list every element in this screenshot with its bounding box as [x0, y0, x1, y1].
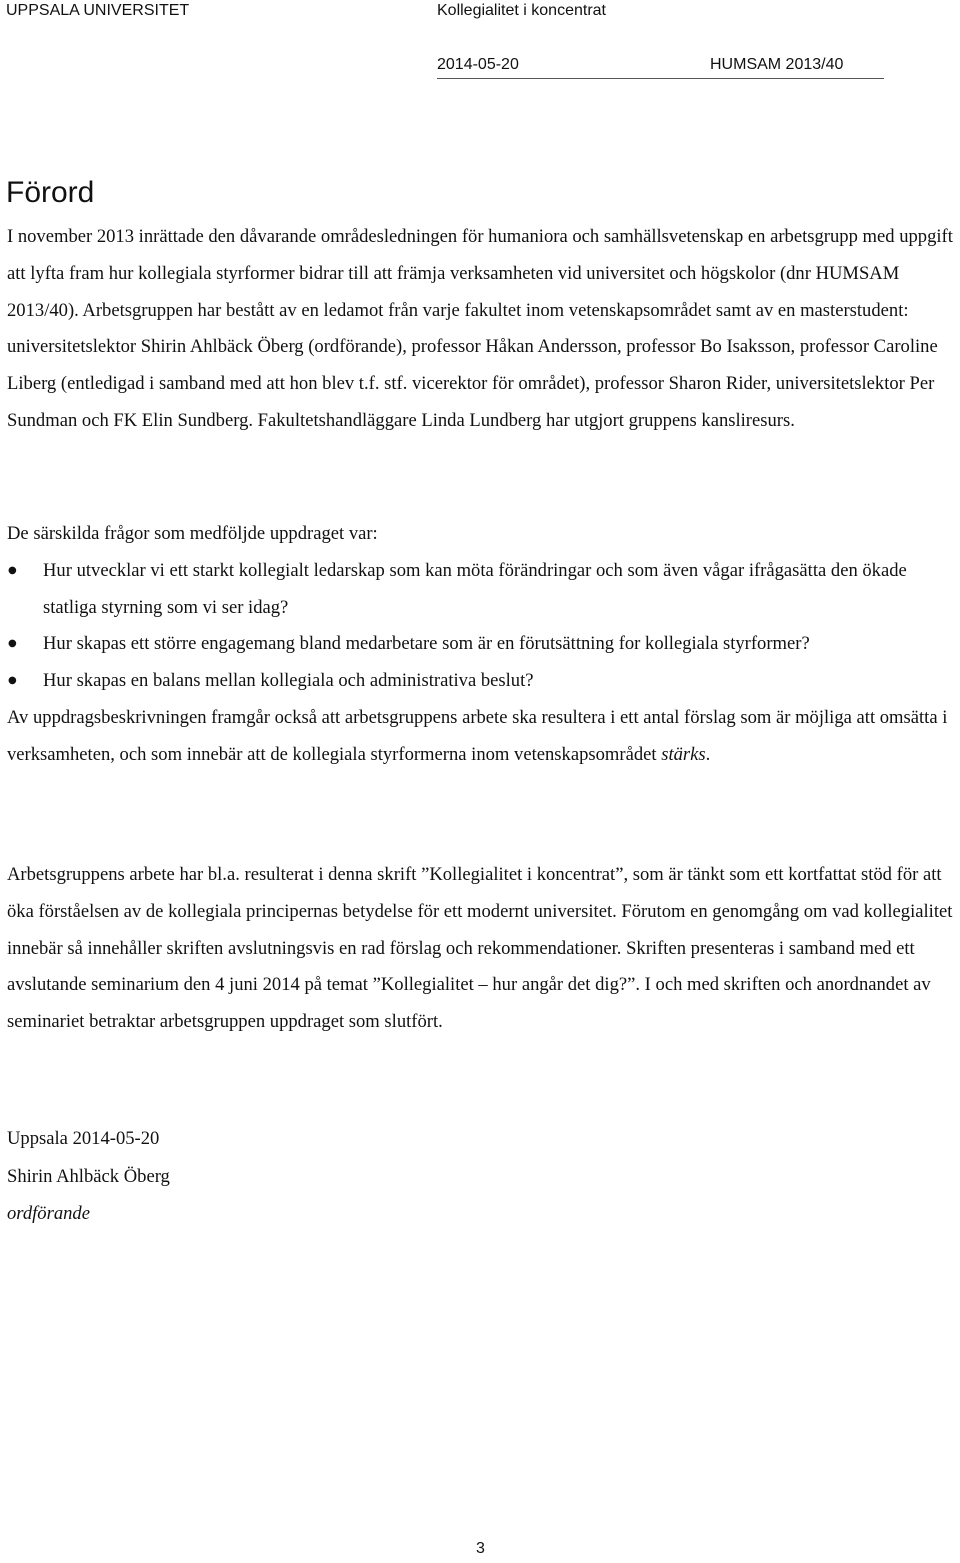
header-date: 2014-05-20	[437, 56, 519, 73]
signature-block	[7, 1120, 170, 1233]
header-university: UPPSALA UNIVERSITET	[6, 2, 190, 19]
mission-paragraph	[7, 700, 957, 774]
signature-place-date: Uppsala 2014-05-20	[7, 1128, 160, 1149]
list-item	[7, 663, 957, 700]
mission-text: Av uppdragsbeskrivningen framgår också att arbetsgruppens arbete ska resultera i ett antal förslag som är möjliga att omsätta i verksamheten, och som innebär att de kollegiala styrformerna inom vetenskapsområdet	[7, 706, 948, 765]
header-rule	[437, 78, 884, 79]
page-number: 3	[476, 1540, 485, 1557]
header-doc-title: Kollegialitet i koncentrat	[437, 2, 606, 19]
intro-paragraph	[7, 219, 957, 440]
header-reference: HUMSAM 2013/40	[710, 56, 844, 73]
question-text: Hur utvecklar vi ett starkt kollegialt ledarskap som kan möta förändringar och som även vågar ifrågasätta den ökade statliga styrning som vi ser idag?	[43, 559, 907, 618]
questions-intro: De särskilda frågor som medföljde uppdraget var:	[7, 523, 378, 544]
result-paragraph	[7, 857, 957, 1041]
intro-text: I november 2013 inrättade den dåvarande områdesledningen för humaniora och samhällsvetenskap en arbetsgrupp med uppgift att lyfta fram hur kollegiala styrformer bidrar till att främja verksamheten vid universitet och högskolor (dnr HUMSAM 2013/40). Arbetsgruppen har bestått av en ledamot från varje fakultet inom vetenskapsområdet samt av en masterstudent: universitetslektor Shirin Ahlbäck Öberg (ordförande), professor Håkan Andersson, professor Bo Isaksson, professor Caroline Liberg (entledigad i samband med att hon blev t.f. stf. vicerektor för området), professor Sharon Rider, universitetslektor Per Sundman och FK Elin Sundberg. Fakultetshandläggare Linda Lundberg har utgjort gruppens kansliresurs.	[7, 226, 953, 431]
questions-section	[7, 516, 957, 774]
list-item	[7, 626, 957, 663]
signature-name: Shirin Ahlbäck Öberg	[7, 1165, 170, 1187]
list-item	[7, 553, 957, 627]
question-text: Hur skapas ett större engagemang bland medarbetare som är en förutsättning for kollegiala styrformer?	[43, 633, 810, 655]
question-text: Hur skapas en balans mellan kollegiala och administrativa beslut?	[43, 670, 534, 692]
questions-list	[7, 553, 957, 700]
signature-role-text: ordförande	[7, 1203, 90, 1224]
page-title: Förord	[6, 176, 95, 209]
bullet-icon: ●	[8, 638, 17, 650]
result-text: Arbetsgruppens arbete har bl.a. resulterat i denna skrift ”Kollegialitet i koncentrat”, som är tänkt som ett kortfattat stöd för att öka förståelsen av de kollegiala principernas betydelse för ett modernt universitet. Förutom en genomgång om vad kollegialitet innebär så innehåller skriften avslutningsvis en rad förslag och rekommendationer. Skriften presenteras i samband med ett avslutande seminarium den 4 juni 2014 på temat ”Kollegialitet – hur angår det dig?”. I och med skriften och anordnandet av seminariet betraktar arbetsgruppen uppdraget som slutfört.	[7, 864, 953, 1033]
mission-emphasis: stärks	[661, 743, 706, 765]
bullet-icon: ●	[8, 564, 17, 576]
signature-role	[7, 1195, 170, 1233]
mission-end: .	[705, 743, 711, 765]
bullet-icon: ●	[8, 675, 17, 687]
